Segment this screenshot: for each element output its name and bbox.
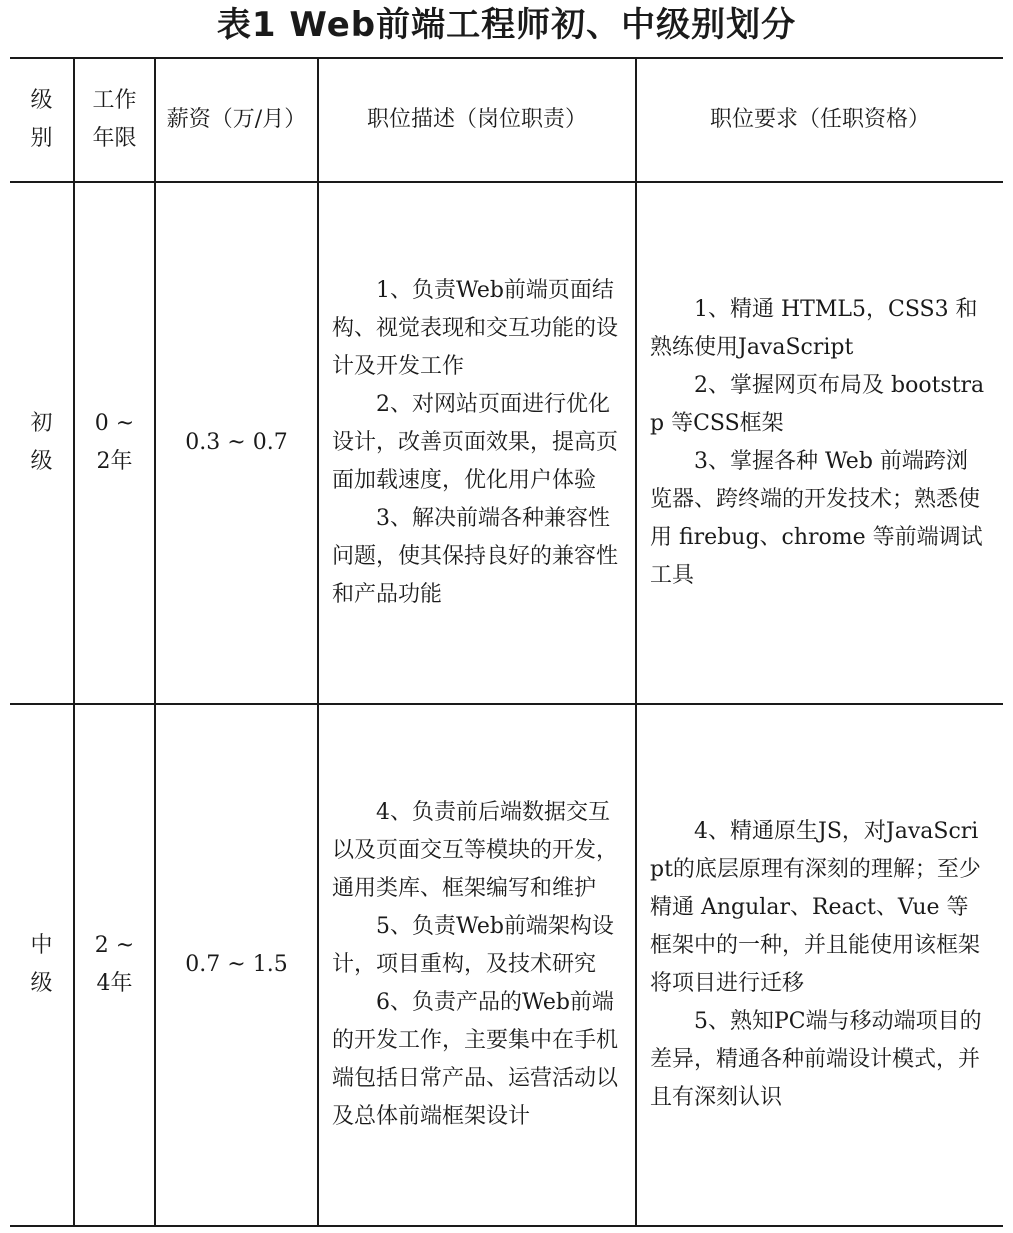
requirement-item: 2、掌握网页布局及 bootstrap 等CSS框架 bbox=[650, 373, 985, 436]
cell-salary: 0.7 ~ 1.5 bbox=[155, 704, 318, 1226]
cell-years: 2 ~ 4年 bbox=[74, 704, 155, 1226]
cell-level: 中级 bbox=[30, 933, 53, 996]
header-duty: 职位描述（岗位职责） bbox=[318, 58, 636, 182]
cell-years: 0 ~ 2年 bbox=[74, 182, 155, 704]
cell-duties bbox=[318, 704, 636, 1226]
level-table bbox=[10, 57, 1003, 1227]
duty-item: 5、负责Web前端架构设计，项目重构，及技术研究 bbox=[332, 914, 614, 977]
cell-level: 初级 bbox=[10, 182, 74, 704]
table-row bbox=[10, 182, 1003, 704]
header-years: 工作年限 bbox=[74, 58, 155, 182]
cell-requirements bbox=[636, 182, 1003, 704]
requirement-item: 5、熟知PC端与移动端项目的差异，精通各种前端设计模式，并且有深刻认识 bbox=[650, 1009, 982, 1110]
requirement-item: 1、精通 HTML5，CSS3 和熟练使用JavaScript bbox=[650, 297, 978, 360]
table-title: 表1 Web前端工程师初、中级别划分 bbox=[216, 5, 797, 45]
cell-requirements bbox=[636, 704, 1003, 1226]
header-level: 级别 bbox=[10, 58, 74, 182]
duty-item: 6、负责产品的Web前端的开发工作，主要集中在手机端包括日常产品、运营活动以及总体前端框架设计 bbox=[332, 990, 619, 1129]
duty-item: 2、对网站页面进行优化设计，改善页面效果，提高页面加载速度，优化用户体验 bbox=[332, 392, 619, 493]
duty-item: 3、解决前端各种兼容性问题，使其保持良好的兼容性和产品功能 bbox=[332, 506, 619, 607]
header-requirement: 职位要求（任职资格） bbox=[636, 58, 1003, 182]
cell-salary: 0.3 ~ 0.7 bbox=[155, 182, 318, 704]
duty-item: 1、负责Web前端页面结构、视觉表现和交互功能的设计及开发工作 bbox=[332, 278, 619, 379]
table-header-row bbox=[10, 58, 1003, 182]
table-row bbox=[10, 704, 1003, 1226]
requirement-item: 3、掌握各种 Web 前端跨浏览器、跨终端的开发技术；熟悉使用 firebug、chrome 等前端调试工具 bbox=[650, 449, 983, 588]
header-salary: 薪资（万/月） bbox=[155, 58, 318, 182]
duty-item: 4、负责前后端数据交互以及页面交互等模块的开发，通用类库、框架编写和维护 bbox=[332, 800, 619, 901]
cell-duties bbox=[318, 182, 636, 704]
requirement-item: 4、精通原生JS，对JavaScript的底层原理有深刻的理解；至少精通 Angular、React、Vue 等框架中的一种，并且能使用该框架将项目进行迁移 bbox=[650, 819, 981, 996]
